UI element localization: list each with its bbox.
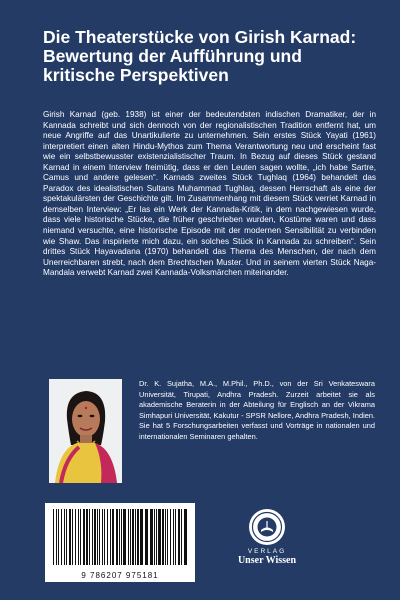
barcode-bar [175,509,176,565]
barcode-bar [89,509,90,565]
barcode-bar [165,509,166,565]
barcode-bar [130,509,131,565]
barcode-bar [69,509,71,565]
barcode-bar [83,509,85,565]
barcode-bar [99,509,100,565]
barcode-bar [102,509,103,565]
barcode-bar [104,509,105,565]
barcode-bar [150,509,153,565]
barcode-bar [80,509,81,565]
author-portrait-image [49,379,122,483]
barcode-bar [145,509,148,565]
barcode-bar [119,509,120,565]
barcode-bar [173,509,174,565]
barcode-bar [135,509,136,565]
barcode-bar [140,509,143,565]
barcode-bar [97,509,98,565]
author-bio: Dr. K. Sujatha, M.A., M.Phil., Ph.D., von der Sri Venkateswara Universität, Tirupati, Andhra Pradesh. Zurzeit arbeitet sie als akademische Beraterin in der Abteilung für Englisch an der Vikrama Simhapuri Universität, Kakutur - SPSR Nellore, Andhra Pradesh, Indien. Sie hat 5 Forschungsarbeiten verfasst und Vorträge in nationalen und internationalen Seminaren gehalten. [139,379,375,441]
barcode-bar [75,509,76,565]
barcode-bar [184,509,187,565]
barcode-bar [94,509,96,565]
barcode-bars [45,503,195,569]
barcode-bar [178,509,180,565]
barcode-bar [58,509,59,565]
barcode-bar [92,509,93,565]
book-title: Die Theaterstücke von Girish Karnad: Bewertung der Aufführung und kritische Perspektiven [43,27,357,85]
barcode-bar [121,509,122,565]
barcode-number: 9 786207 975181 [81,571,159,580]
barcode-bar [181,509,182,565]
barcode-bar [116,509,118,565]
barcode-bar [132,509,134,565]
isbn-barcode [45,503,195,582]
publisher-verlag-label: VERLAG [247,548,287,555]
barcode-bar [66,509,67,565]
barcode-bar [61,509,62,565]
barcode-bar [72,509,73,565]
barcode-bar [162,509,164,565]
barcode-bar [156,509,157,565]
barcode-bar [123,509,126,565]
publisher-logo-icon [248,508,286,546]
barcode-bar [128,509,129,565]
barcode-bar [112,509,114,565]
barcode-bar [137,509,139,565]
barcode-bar [64,509,65,565]
barcode-bar [56,509,57,565]
blurb-text: Girish Karnad (geb. 1938) ist einer der bedeutendsten indischen Dramatiker, der in Kannada schreibt und sich dennoch von der regionalistischen Tradition entfernt hat, um neue Angriffe auf das Unartikulierte zu unternehmen. Sein erstes Stück Yayati (1961) interpretiert einen alten Hindu-Mythos zum Thema Verantwortung neu und erscheint fast wie ein selbstbewusster existenzialistischer Traum. In Bezug auf dieses Stück gestand Karnad in einem Interview freimütig, dass er den Leuten sagen wollte, „ich habe Sartre, Camus und andere gelesen“. Karnads zweites Stück Tughlaq (1964) behandelt das Paradox des idealistischen Sultans Muhammad Tughlaq, dessen Herrschaft als eine der spektakulärsten der Geschichte gilt. Im Zusammenhang mit diesem Stück verriet Karnad in demselben Interview: „Er las ein Werk der Kannada-Kritik, in dem nachgewiesen wurde, dass viele historische Stücke, die früher geschrieben wurden, Kostüme waren und dass niemand versuchte, eine historische Episode mit der modernen Sensibilität zu verbinden wie Shaw. Das inspirierte mich dazu, ein solches Stück in Kannada zu schreiben“. Sein drittes Stück Hayavadana (1970) behandelt das Thema des Menschen, der nach dem Unerreichbaren strebt, nach dem Brechtschen Muster. Und in seinem vierten Stück Naga-Mandala verwebt Karnad zwei Kannada-Volksmärchen miteinander. [43,110,376,278]
barcode-bar [86,509,88,565]
barcode-bar [167,509,168,565]
author-photo [49,379,122,483]
barcode-bar [53,509,54,565]
barcode-bar [158,509,161,565]
publisher-name: Unser Wissen [237,555,297,566]
barcode-bar [170,509,171,565]
barcode-bar [107,509,108,565]
barcode-bar [110,509,111,565]
barcode-bar [78,509,79,565]
barcode-bar [154,509,155,565]
